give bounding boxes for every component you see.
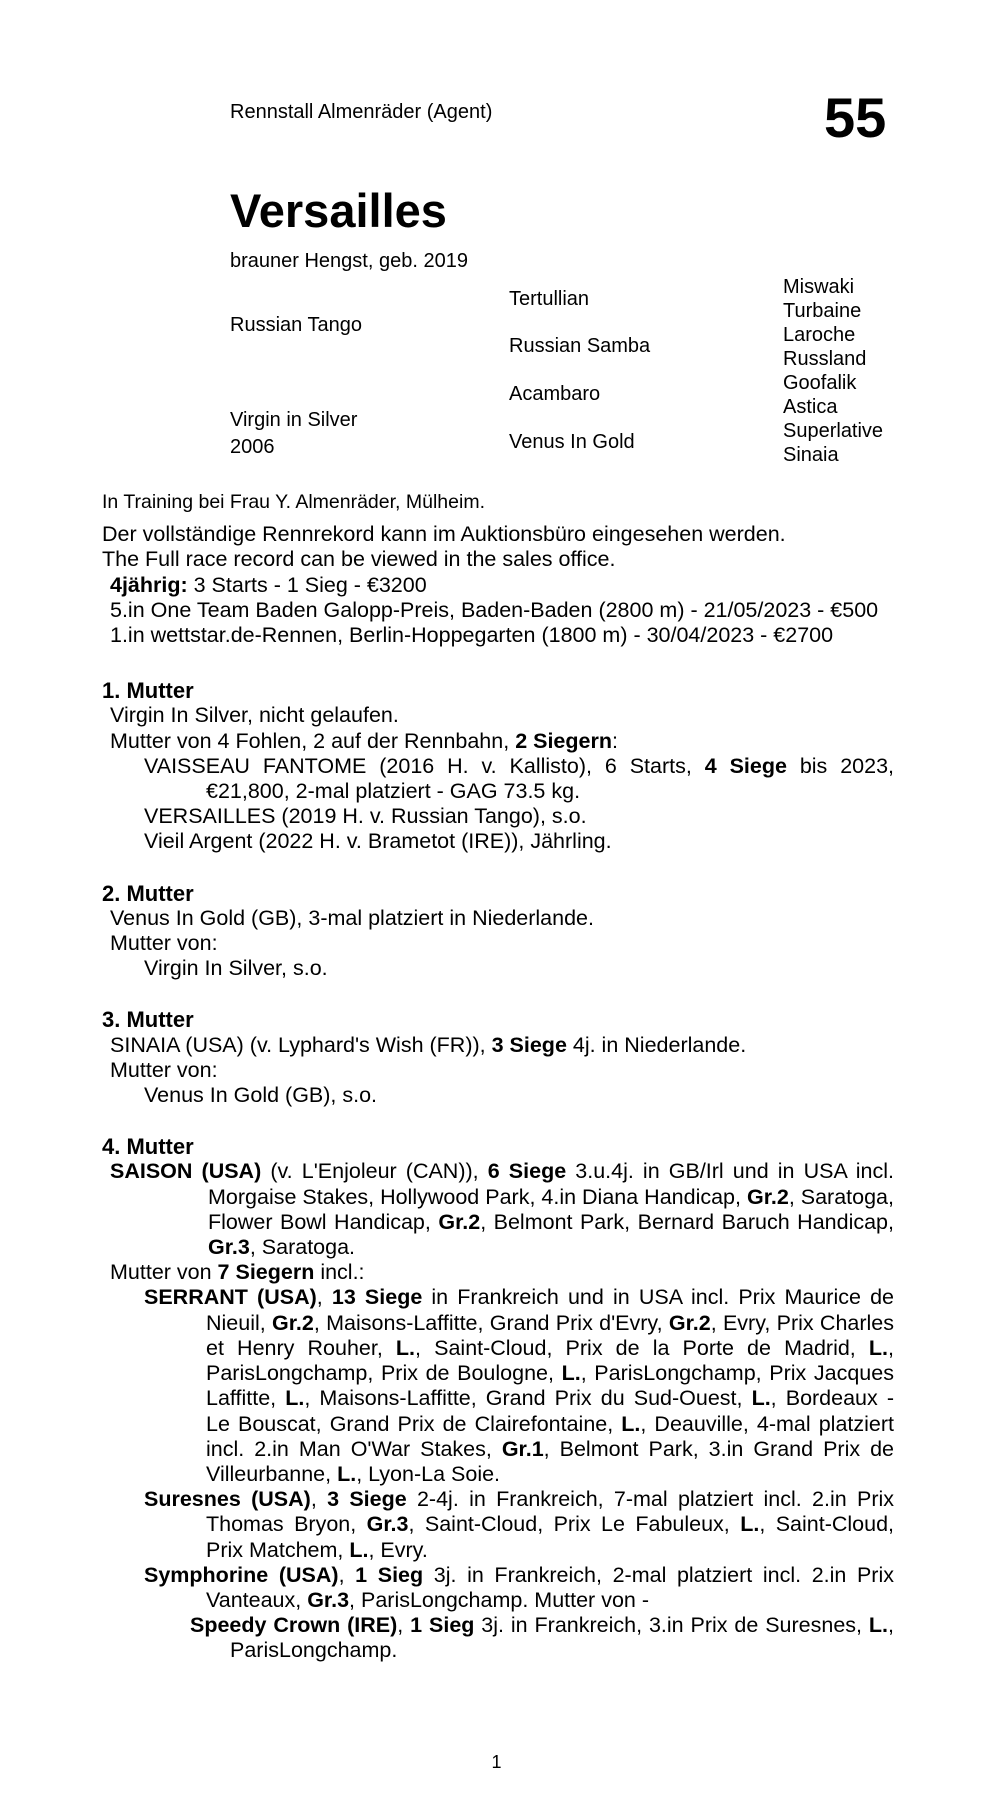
record-note-german: Der vollständige Rennrekord kann im Auktionsbüro eingesehen werden. [102, 522, 786, 547]
first-dam-info: Virgin In Silver, nicht gelaufen. [110, 703, 399, 728]
pedigree-g3-item: Sinaia [783, 444, 839, 466]
first-dam-heading: 1. Mutter [102, 678, 194, 704]
pedigree-g3-item: Goofalik [783, 372, 857, 394]
race-record-line: 1.in wettstar.de-Rennen, Berlin-Hoppegarten (1800 m) - 30/04/2023 - €2700 [110, 623, 834, 648]
produce-entry-symphorine: Symphorine (USA), 1 Sieg 3j. in Frankreich, 2-mal platziert incl. 2.in Prix Vanteaux, Gr.3, ParisLongchamp. Mutter von - [144, 1562, 894, 1612]
pedigree-dam-sire: Acambaro [509, 383, 601, 405]
lot-number: 55 [824, 86, 887, 149]
pedigree-g3-item: Miswaki [783, 276, 855, 298]
third-dam-produce-label: Mutter von: [110, 1057, 218, 1082]
third-dam-info: SINAIA (USA) (v. Lyphard's Wish (FR)), 3 Siege 4j. in Niederlande. [110, 1032, 747, 1057]
pedigree-g3-item: Turbaine [783, 300, 862, 322]
pedigree-g3-item: Russland [783, 348, 867, 370]
pedigree-dam: Virgin in Silver [230, 409, 358, 431]
third-dam-heading: 3. Mutter [102, 1007, 194, 1033]
race-record-summary: 4jährig: 3 Starts - 1 Sieg - €3200 [110, 572, 427, 597]
pedigree-g3-item: Astica [783, 396, 838, 418]
fourth-dam-heading: 4. Mutter [102, 1134, 194, 1160]
produce-entry-speedy-crown: Speedy Crown (IRE), 1 Sieg 3j. in Frankreich, 3.in Prix de Suresnes, L., ParisLongchamp. [190, 1613, 894, 1663]
horse-description: brauner Hengst, geb. 2019 [230, 250, 468, 272]
pedigree-dam-dam: Venus In Gold [509, 431, 635, 453]
produce-entry-serrant: SERRANT (USA), 13 Siege in Frankreich und in USA incl. Prix Maurice de Nieuil, Gr.2, Maisons-Laffitte, Grand Prix d'Evry, Gr.2, Evry, Prix Charles et Henry Rouher, L., Saint-Cloud, Prix de la Porte de Madrid, L., ParisLongchamp, Prix de Boulogne, L., ParisLongchamp, Prix Jacques Laffitte, L., Maisons-Laffitte, Grand Prix du Sud-Ouest, L., Bordeaux - Le Bouscat, Grand Prix de Clairefontaine, L., Deauville, 4-mal platziert incl. 2.in Man O'War Stakes, Gr.1, Belmont Park, 3.in Grand Prix de Villeurbanne, L., Lyon-La Soie. [144, 1285, 895, 1486]
pedigree-sire: Russian Tango [230, 314, 362, 336]
pedigree-g3-item: Superlative [783, 420, 884, 442]
produce-entry-suresnes: Suresnes (USA), 3 Siege 2-4j. in Frankreich, 7-mal platziert incl. 2.in Prix Thomas Bryon, Gr.3, Saint-Cloud, Prix Le Fabuleux, L., Saint-Cloud, Prix Matchem, L., Evry. [144, 1487, 895, 1562]
first-dam-produce: Mutter von 4 Fohlen, 2 auf der Rennbahn, 2 Siegern: [110, 728, 618, 753]
race-record-line: 5.in One Team Baden Galopp-Preis, Baden-Baden (2800 m) - 21/05/2023 - €500 [110, 597, 879, 622]
age-label: 4jährig: [110, 572, 188, 597]
horse-name: Versailles [230, 184, 447, 237]
pedigree-g3-item: Laroche [783, 324, 856, 346]
record-note-english: The Full race record can be viewed in the sales office. [102, 547, 616, 572]
produce-entry: VAISSEAU FANTOME (2016 H. v. Kallisto), 6 Starts, 4 Siege bis 2023, €21,800, 2-mal platziert - GAG 73.5 kg. [144, 753, 894, 804]
second-dam-info: Venus In Gold (GB), 3-mal platziert in Niederlande. [110, 905, 594, 930]
fourth-dam-produce: Mutter von 7 Siegern incl.: [110, 1260, 365, 1285]
produce-entry: Venus In Gold (GB), s.o. [144, 1083, 378, 1108]
produce-entry: VERSAILLES (2019 H. v. Russian Tango), s.o. [144, 804, 587, 829]
page-number: 1 [491, 1752, 502, 1772]
pedigree-sire-sire: Tertullian [509, 288, 590, 310]
second-dam-heading: 2. Mutter [102, 880, 194, 906]
fourth-dam-info: SAISON (USA) (v. L'Enjoleur (CAN)), 6 Siege 3.u.4j. in GB/Irl und in USA incl. Morgaise Stakes, Hollywood Park, 4.in Diana Handicap, Gr.2, Saratoga, Flower Bowl Handicap, Gr.2, Belmont Park, Bernard Baruch Handicap, Gr.3, Saratoga. [110, 1159, 894, 1260]
produce-entry: Virgin In Silver, s.o. [144, 956, 328, 981]
pedigree-third-generation [783, 275, 883, 467]
produce-entry: Vieil Argent (2022 H. v. Brametot (IRE)), Jährling. [144, 829, 612, 854]
second-dam-produce-label: Mutter von: [110, 931, 218, 956]
catalogue-body [102, 490, 894, 1664]
pedigree-dam-year: 2006 [230, 436, 275, 458]
pedigree-sire-dam: Russian Samba [509, 335, 651, 357]
consignor-name: Rennstall Almenräder (Agent) [230, 101, 493, 123]
training-info: In Training bei Frau Y. Almenräder, Mülheim. [102, 491, 485, 513]
